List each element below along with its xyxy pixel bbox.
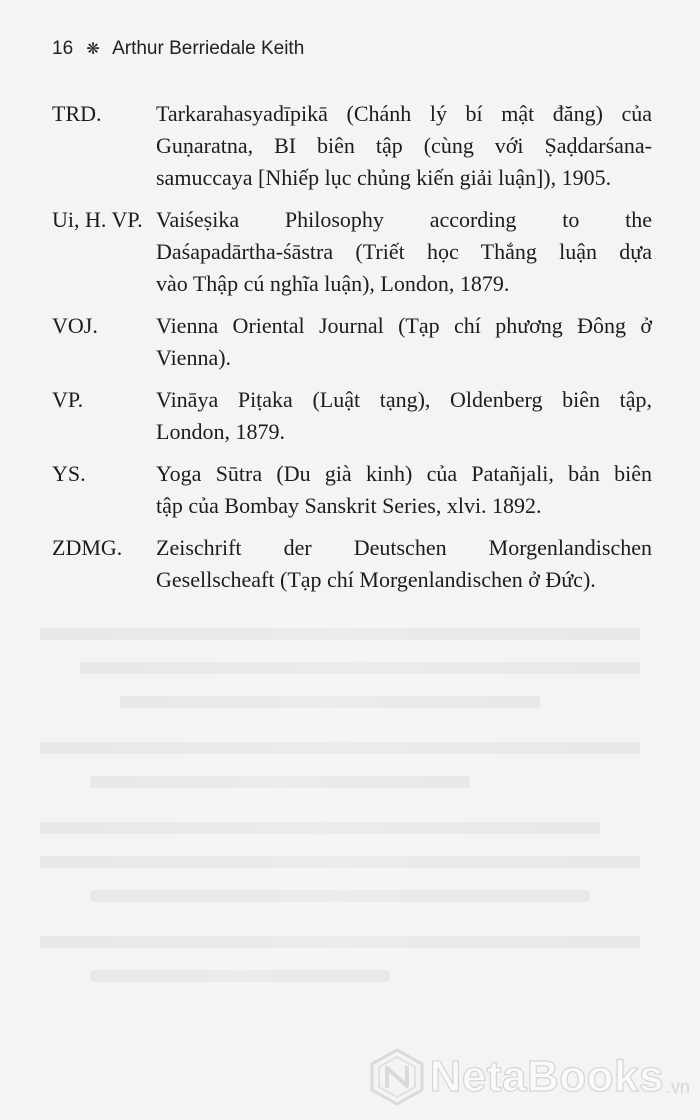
abbreviation-term: VOJ. — [52, 313, 98, 338]
ornament-icon: ❋ — [86, 41, 100, 58]
abbreviation-entry — [52, 532, 652, 596]
watermark-brand: NetaBooks — [429, 1052, 664, 1101]
ghost-line — [40, 742, 640, 754]
ghost-line — [40, 822, 600, 834]
definition-line: Vināya Piṭaka (Luật tạng), Oldenberg biên tập, — [156, 387, 652, 412]
definition-line: Vaiśeṣika Philosophy according to the — [156, 207, 652, 232]
ghost-line — [90, 970, 390, 982]
ghost-line — [40, 856, 640, 868]
abbreviation-definition — [156, 98, 652, 194]
abbreviation-definition — [156, 532, 652, 596]
definition-line: Tarkarahasyadīpikā (Chánh lý bí mật đăng) của — [156, 101, 652, 126]
definition-line: Vienna Oriental Journal (Tạp chí phương Đông ở — [156, 313, 652, 338]
watermark-tld: .vn — [665, 1077, 690, 1097]
definition-line: Gesellscheaft (Tạp chí Morgenlandischen ở Đức). — [156, 567, 596, 592]
abbreviation-term: Ui, H. VP. — [52, 207, 143, 232]
definition-line: Guṇaratna, BI biên tập (cùng với Ṣaḍdarśana- — [156, 133, 652, 158]
ghost-line — [80, 662, 640, 674]
abbreviation-term: ZDMG. — [52, 535, 123, 560]
abbreviation-term: YS. — [52, 461, 86, 486]
abbreviation-list — [52, 98, 652, 606]
abbreviation-definition — [156, 204, 652, 300]
page-number: 16 — [52, 38, 74, 59]
abbreviation-entry — [52, 384, 652, 448]
abbreviation-definition — [156, 384, 652, 448]
netabooks-logo-icon — [370, 1048, 424, 1106]
abbreviation-definition — [156, 458, 652, 522]
abbreviation-entry — [52, 458, 652, 522]
running-header — [52, 38, 304, 60]
ghost-line — [90, 890, 590, 902]
definition-line: Yoga Sūtra (Du già kinh) của Patañjali, bản biên — [156, 461, 652, 486]
definition-line: Vienna). — [156, 345, 232, 370]
ghost-line — [40, 628, 640, 640]
abbreviation-entry — [52, 204, 652, 300]
definition-line: London, 1879. — [156, 419, 285, 444]
abbreviation-entry — [52, 98, 652, 194]
ghost-line — [90, 776, 470, 788]
abbreviation-term: VP. — [52, 387, 84, 412]
definition-line: tập của Bombay Sanskrit Series, xlvi. 1892. — [156, 493, 542, 518]
definition-line: Daśapadārtha-śāstra (Triết học Thắng luận dựa — [156, 239, 652, 264]
abbreviation-term: TRD. — [52, 101, 102, 126]
abbreviation-entry — [52, 310, 652, 374]
definition-line: samuccaya [Nhiếp lục chủng kiến giải luận]), 1905. — [156, 165, 612, 190]
show-through-ghost-text — [0, 600, 700, 1020]
abbreviation-definition — [156, 310, 652, 374]
header-author: Arthur Berriedale Keith — [112, 38, 305, 59]
definition-line: Zeischrift der Deutschen Morgenlandischen — [156, 535, 652, 560]
ghost-line — [40, 936, 640, 948]
netabooks-watermark — [370, 1048, 690, 1106]
ghost-line — [120, 696, 540, 708]
definition-line: vào Thập cú nghĩa luận), London, 1879. — [156, 271, 510, 296]
